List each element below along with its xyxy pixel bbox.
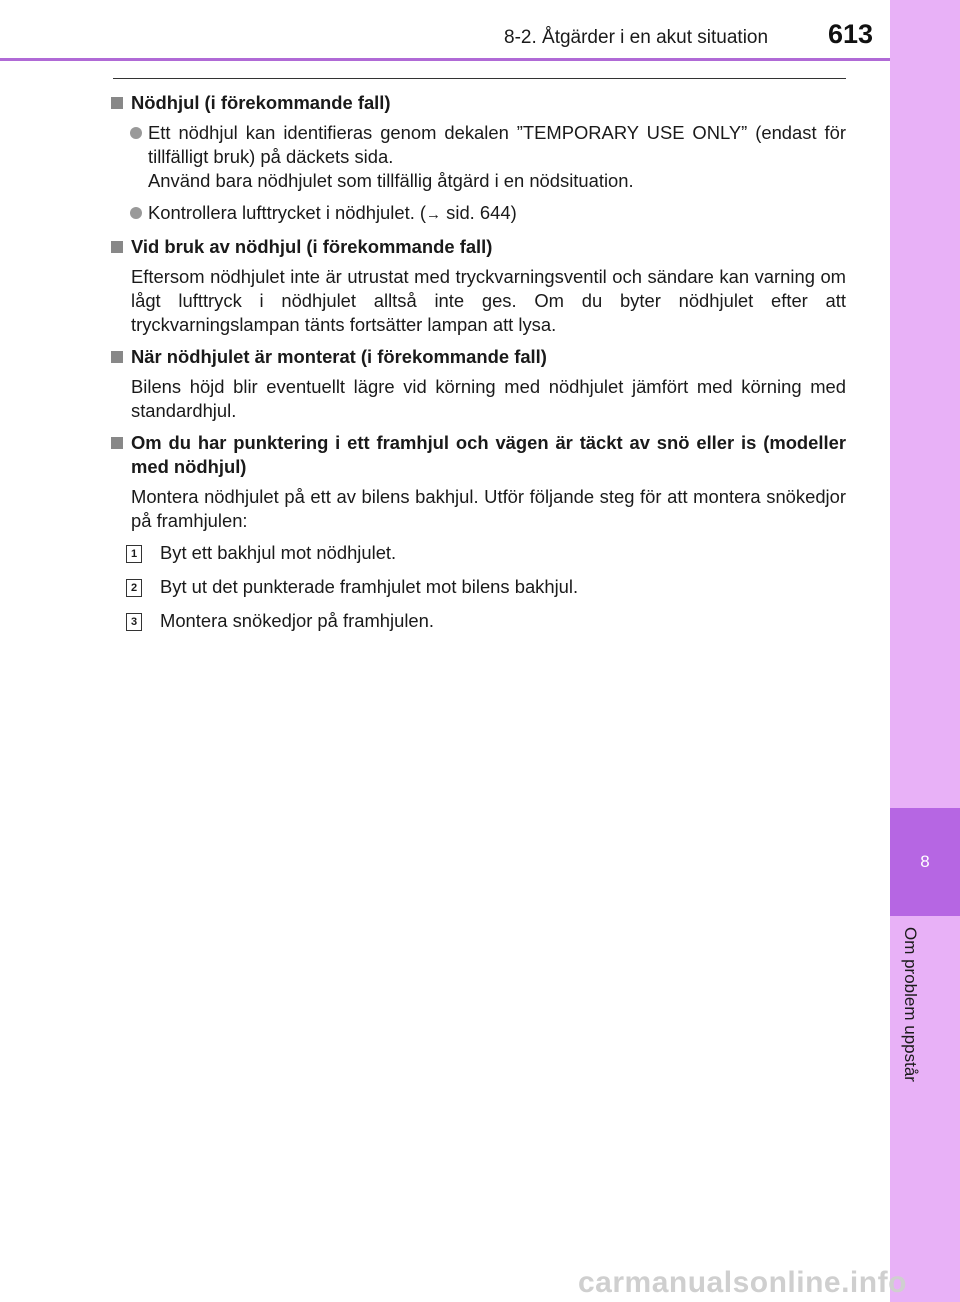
heading-text: Nödhjul (i förekommande fall) bbox=[131, 92, 391, 113]
section-heading bbox=[110, 345, 846, 369]
section-heading bbox=[110, 235, 846, 259]
bullet-text: Kontrollera lufttrycket i nödhjulet. (→ sid. 644) bbox=[148, 202, 517, 223]
page-content bbox=[110, 89, 846, 643]
arrow-right-icon: → bbox=[426, 206, 442, 223]
heading-text: Vid bruk av nödhjul (i förekommande fall) bbox=[131, 236, 493, 257]
chapter-title: 8-2. Åtgärder i en akut situation bbox=[504, 27, 769, 48]
chapter-number: 8 bbox=[920, 852, 930, 871]
step-number-badge: 1 bbox=[126, 545, 142, 563]
step-text: Montera snökedjor på framhjulen. bbox=[160, 610, 434, 631]
step-number-badge: 2 bbox=[126, 579, 142, 597]
bullet-item bbox=[130, 121, 846, 193]
bullet-item bbox=[130, 201, 846, 227]
heading-text: När nödhjulet är monterat (i förekommande fall) bbox=[131, 346, 547, 367]
section-heading bbox=[110, 431, 846, 479]
section-body: Bilens höjd blir eventuellt lägre vid körning med nödhjulet jämfört med körning med standardhjul. bbox=[131, 376, 846, 421]
section-rule bbox=[113, 78, 846, 79]
section-body: Montera nödhjulet på ett av bilens bakhjul. Utför följande steg för att montera snökedjor på framhjulen: bbox=[131, 486, 846, 531]
step-number-badge: 3 bbox=[126, 613, 142, 631]
round-bullet-icon bbox=[130, 127, 142, 139]
bullet-text: Ett nödhjul kan identifieras genom dekalen ”TEMPORARY USE ONLY” (endast för tillfälligt bruk) på däckets sida. Använd bara nödhjulet som tillfällig åtgärd i en nödsituation. bbox=[148, 122, 846, 191]
round-bullet-icon bbox=[130, 207, 142, 219]
heading-text: Om du har punktering i ett framhjul och vägen är täckt av snö eller is (modeller med nödhjul) bbox=[131, 432, 846, 477]
square-bullet-icon bbox=[111, 351, 123, 363]
step-item bbox=[114, 541, 846, 565]
square-bullet-icon bbox=[111, 241, 123, 253]
square-bullet-icon bbox=[111, 97, 123, 109]
step-text: Byt ett bakhjul mot nödhjulet. bbox=[160, 542, 397, 563]
step-text: Byt ut det punkterade framhjulet mot bilens bakhjul. bbox=[160, 576, 579, 597]
section-body: Eftersom nödhjulet inte är utrustat med tryckvarningsventil och sändare kan varning om lågt lufttryck i nödhjulet alltså inte ges. Om du byter nödhjulet efter att tryckvarningslampan tänts fortsätter lampan att lysa. bbox=[131, 266, 846, 335]
chapter-label: Om problem uppstår bbox=[901, 927, 920, 1082]
page-reference-link[interactable]: sid. 644) bbox=[446, 202, 517, 223]
section-heading bbox=[110, 91, 846, 115]
step-item bbox=[114, 609, 846, 633]
square-bullet-icon bbox=[111, 437, 123, 449]
page-number: 613 bbox=[828, 19, 874, 49]
header-divider bbox=[0, 58, 890, 61]
step-item bbox=[114, 575, 846, 599]
watermark: carmanualsonline.info bbox=[578, 1266, 907, 1299]
